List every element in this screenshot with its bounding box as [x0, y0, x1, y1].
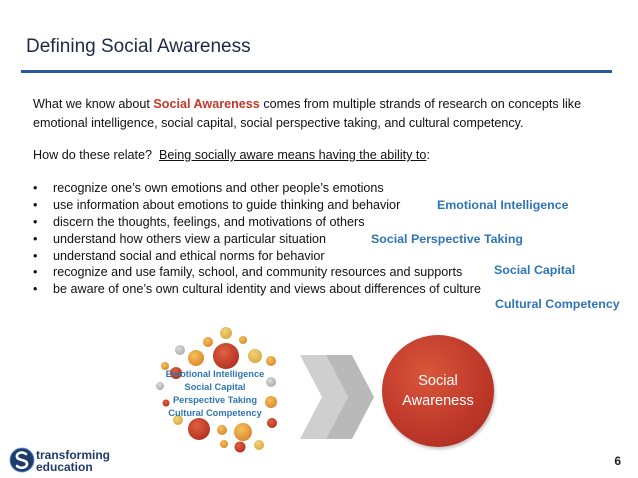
cluster-circle [217, 425, 227, 435]
intro-after: comes from multiple strands of research on concepts like emotional intelligence, social capital, social perspective taking, and cultural competency. [33, 97, 582, 130]
question-suffix: : [426, 148, 430, 162]
cluster-circle [220, 440, 228, 448]
result-line-1: Social [418, 373, 458, 389]
bullet-text: recognize one’s own emotions and other people’s emotions [53, 181, 384, 195]
slide-title: Defining Social Awareness [26, 36, 251, 57]
bullet-text: recognize and use family, school, and community resources and supports [53, 265, 463, 280]
cluster-circle [188, 350, 204, 366]
question-prefix: How do these relate? [33, 148, 160, 162]
bullet-text: use information about emotions to guide thinking and behavior [53, 197, 401, 212]
bullet-text: be aware of one’s own cultural identity and views about differences of culture [53, 282, 481, 297]
bullet-icon: • [33, 248, 38, 263]
bullet-icon: • [33, 282, 38, 297]
page-number: 6 [614, 454, 621, 468]
bullet-text: understand how others view a particular situation [53, 231, 327, 246]
social-awareness-circle [382, 335, 494, 447]
cluster-label: Emotional Intelligence [165, 369, 265, 379]
cluster-circle [175, 345, 185, 355]
intro-before: What we know about [33, 97, 154, 111]
bullet-icon: • [33, 181, 38, 195]
bullet-icon: • [33, 231, 38, 246]
logo-text [36, 449, 110, 473]
cluster-circle [213, 343, 239, 369]
cluster-circle [234, 423, 252, 441]
logo-line-1: transforming [36, 448, 111, 462]
bullet-icon: • [33, 197, 38, 212]
cluster-labels [160, 368, 270, 420]
question-underlined: Being socially aware means having the ability to [159, 148, 427, 162]
tag-social-capital: Social Capital [494, 263, 576, 277]
tag-social-perspective-taking: Social Perspective Taking [371, 232, 523, 246]
cluster-circle [235, 442, 246, 453]
cluster-circle [220, 327, 232, 339]
intro-highlight: Social Awareness [153, 97, 260, 111]
cluster-circle [239, 336, 247, 344]
tag-emotional-intelligence: Emotional Intelligence [437, 198, 569, 212]
cluster-label: Perspective Taking [172, 395, 258, 405]
bullet-icon: • [33, 265, 38, 280]
bullet-icon: • [33, 214, 38, 229]
cluster-circle [203, 337, 213, 347]
bullet-text: understand social and ethical norms for behavior [53, 248, 325, 263]
tag-cultural-competency: Cultural Competency [495, 297, 620, 311]
cluster-label: Cultural Competency [168, 408, 262, 418]
cluster-circle [188, 418, 210, 440]
cluster-label: Social Capital [184, 382, 246, 392]
logo-line-2: education [36, 460, 93, 474]
result-line-2: Awareness [402, 393, 474, 409]
bullet-text: discern the thoughts, feelings, and motivations of others [53, 214, 365, 229]
cluster-circle [254, 440, 264, 450]
cluster-circle [248, 349, 262, 363]
cluster-circle [266, 356, 276, 366]
